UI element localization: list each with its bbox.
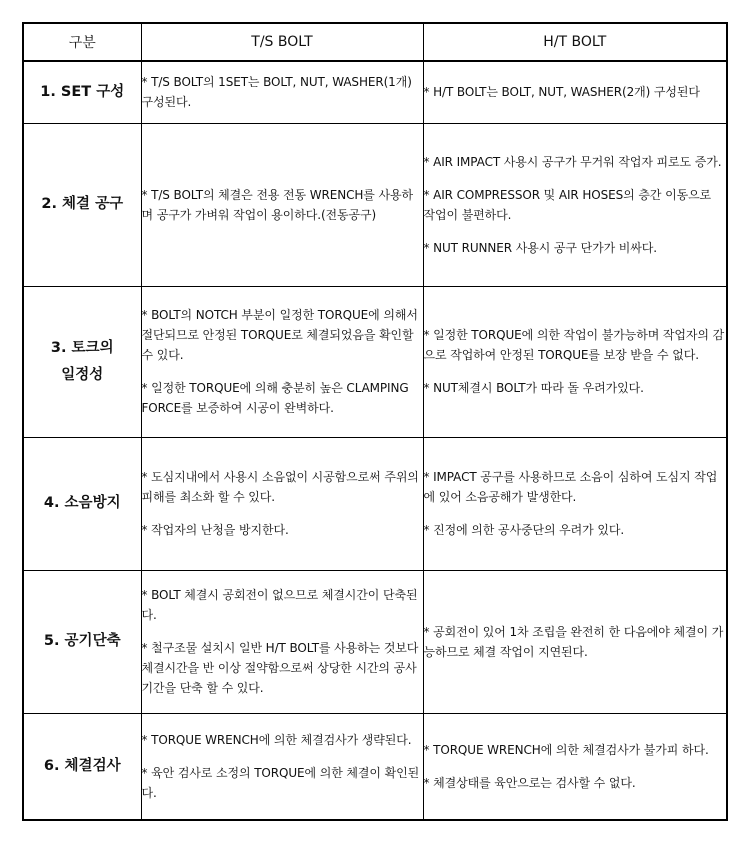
header-row xyxy=(23,23,727,61)
category-label: 4. 소음방지 xyxy=(43,495,121,511)
ts-cell xyxy=(141,286,423,437)
category-cell xyxy=(23,286,141,437)
ht-text: * 체결상태를 육안으로는 검사할 수 없다. xyxy=(423,775,636,790)
category-cell xyxy=(23,123,141,286)
ts-cell xyxy=(141,437,423,570)
table-row-noise xyxy=(23,437,727,570)
ts-text: * T/S BOLT의 체결은 전용 전동 WRENCH를 사용하며 공구가 가벼워 작업이 용이하다.(전동공구) xyxy=(141,187,413,222)
ts-text: * 일정한 TORQUE에 의해 충분히 높은 CLAMPING FORCE를 보증하여 시공이 완벽하다. xyxy=(141,381,409,415)
table-row-set xyxy=(23,61,727,123)
category-label: 3. 토크의 xyxy=(50,339,114,356)
ht-text: * TORQUE WRENCH에 의한 체결검사가 불가피 하다. xyxy=(423,742,709,757)
comparison-table xyxy=(22,22,728,821)
header-category: 구분 xyxy=(23,23,141,61)
category-label: 2. 체결 공구 xyxy=(41,196,124,212)
ts-text: * T/S BOLT의 1SET는 BOLT, NUT, WASHER(1개) 구성된다. xyxy=(141,75,412,110)
ht-text: * AIR COMPRESSOR 및 AIR HOSES의 층간 이동으로 작업이 불편하다. xyxy=(423,187,712,222)
table-row-schedule xyxy=(23,570,727,713)
ht-text: * NUT체결시 BOLT가 따라 돌 우려가있다. xyxy=(423,381,644,395)
category-label: 일정성 xyxy=(61,366,104,383)
table-row-inspection xyxy=(23,713,727,820)
ht-text: * AIR IMPACT 사용시 공구가 무거워 작업자 피로도 증가. xyxy=(423,154,722,169)
ht-text: * IMPACT 공구를 사용하므로 소음이 심하여 도심지 작업에 있어 소음공해가 발생한다. xyxy=(423,470,718,504)
category-cell xyxy=(23,437,141,570)
ht-cell xyxy=(423,286,727,437)
category-cell xyxy=(23,713,141,820)
ht-text: * NUT RUNNER 사용시 공구 단가가 비싸다. xyxy=(423,240,657,255)
ht-cell xyxy=(423,713,727,820)
ts-text: * 도심지내에서 사용시 소음없이 시공함으로써 주위의 피해를 최소화 할 수 있다. xyxy=(141,470,419,504)
ts-text: * TORQUE WRENCH에 의한 체결검사가 생략된다. xyxy=(141,732,412,747)
ts-cell xyxy=(141,123,423,286)
ht-cell xyxy=(423,437,727,570)
ht-text: * 진정에 의한 공사중단의 우려가 있다. xyxy=(423,523,625,537)
ts-text: * 육안 검사로 소정의 TORQUE에 의한 체결이 확인된다. xyxy=(141,765,420,800)
ht-text: * 일정한 TORQUE에 의한 작업이 불가능하며 작업자의 감으로 작업하여 안정된 TORQUE를 보장 받을 수 없다. xyxy=(423,328,725,362)
ts-cell xyxy=(141,713,423,820)
ts-text: * 작업자의 난청을 방지한다. xyxy=(141,523,289,537)
ht-text: * H/T BOLT는 BOLT, NUT, WASHER(2개) 구성된다 xyxy=(423,85,700,100)
ts-text: * BOLT의 NOTCH 부분이 일정한 TORQUE에 의해서 절단되므로 안정된 TORQUE로 체결되었음을 확인할 수 있다. xyxy=(141,308,418,362)
category-label: 1. SET 구성 xyxy=(40,83,125,100)
header-ts-bolt: T/S BOLT xyxy=(141,23,423,61)
ht-cell xyxy=(423,61,727,123)
category-cell xyxy=(23,570,141,713)
category-label: 6. 체결검사 xyxy=(43,757,121,774)
ht-cell xyxy=(423,570,727,713)
table-row-tools xyxy=(23,123,727,286)
header-ht-bolt: H/T BOLT xyxy=(423,23,727,61)
ts-text: * BOLT 체결시 공회전이 없으므로 체결시간이 단축된다. xyxy=(141,588,418,622)
category-cell xyxy=(23,61,141,123)
ht-cell xyxy=(423,123,727,286)
table-row-torque xyxy=(23,286,727,437)
ts-text: * 철구조물 설치시 일반 H/T BOLT를 사용하는 것보다 체결시간을 반 이상 절약함으로써 상당한 시간의 공사기간을 단축 할 수 있다. xyxy=(141,641,419,695)
ht-text: * 공회전이 있어 1차 조립을 완전히 한 다음에야 체결이 가능하므로 체결 작업이 지연된다. xyxy=(423,624,724,659)
ts-cell xyxy=(141,61,423,123)
category-label: 5. 공기단축 xyxy=(43,633,121,649)
ts-cell xyxy=(141,570,423,713)
